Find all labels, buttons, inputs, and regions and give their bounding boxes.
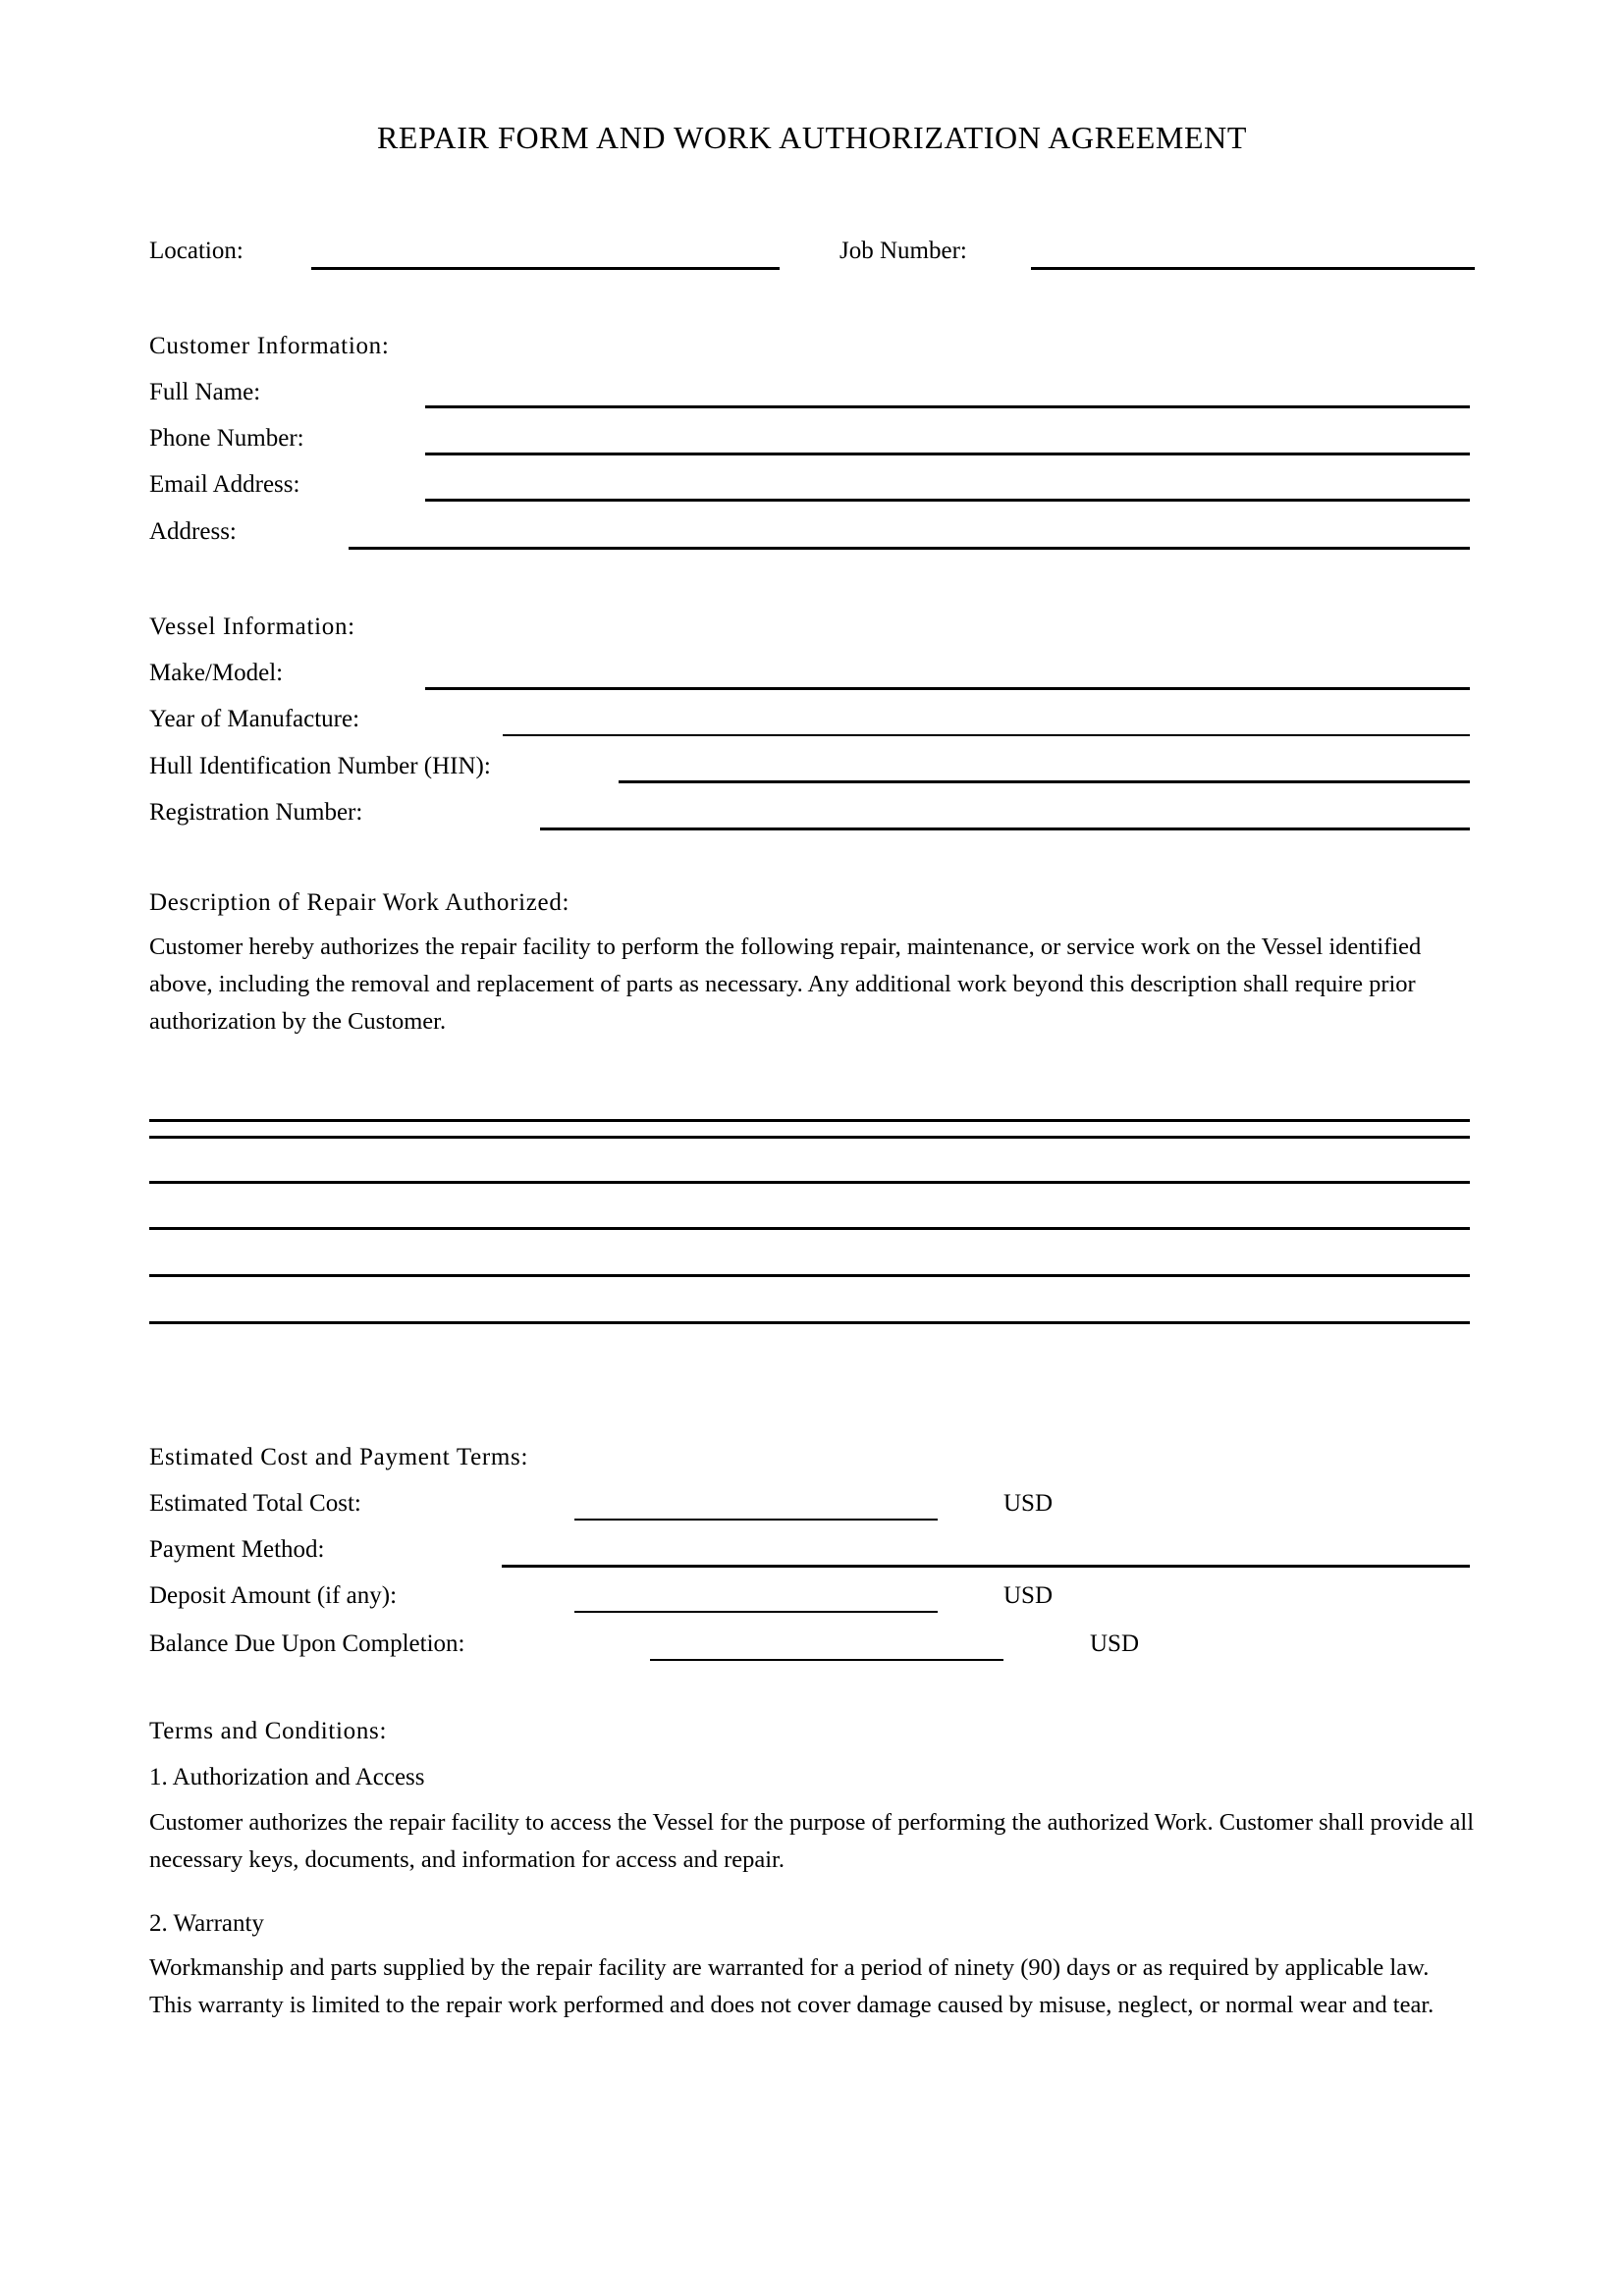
cost-terms-heading: Estimated Cost and Payment Terms: bbox=[149, 1444, 529, 1470]
customer-information-heading: Customer Information: bbox=[149, 333, 390, 359]
phone-number-label: Phone Number: bbox=[149, 425, 304, 452]
make-model-label: Make/Model: bbox=[149, 660, 284, 686]
full-name-label: Full Name: bbox=[149, 379, 261, 405]
repair-description-blank-line[interactable] bbox=[149, 1119, 1470, 1122]
repair-description-blank-line[interactable] bbox=[149, 1321, 1470, 1324]
estimated-total-cost-label: Estimated Total Cost: bbox=[149, 1490, 361, 1517]
clause-2-body: Workmanship and parts supplied by the repair facility are warranted for a period of ninety (90) days or as required by applicable law. This warranty is limited to the repair work performed and does not cover damage caused by misuse, neglect, or normal wear and tear. bbox=[149, 1954, 1435, 2018]
clause-1-title: 1. Authorization and Access bbox=[149, 1764, 425, 1790]
deposit-amount-label: Deposit Amount (if any): bbox=[149, 1582, 398, 1609]
repair-description-blank-line[interactable] bbox=[149, 1227, 1470, 1230]
terms-conditions-heading: Terms and Conditions: bbox=[149, 1718, 388, 1744]
payment-method-label: Payment Method: bbox=[149, 1536, 325, 1563]
balance-due-input-line[interactable] bbox=[650, 1659, 1003, 1661]
estimated-total-cost-unit: USD bbox=[1003, 1490, 1054, 1517]
location-label: Location: bbox=[149, 238, 244, 264]
balance-due-label: Balance Due Upon Completion: bbox=[149, 1630, 465, 1657]
balance-due-unit: USD bbox=[1090, 1630, 1140, 1657]
address-input-line[interactable] bbox=[349, 547, 1470, 550]
deposit-amount-unit: USD bbox=[1003, 1582, 1054, 1609]
hin-input-line[interactable] bbox=[619, 780, 1470, 783]
registration-number-input-line[interactable] bbox=[540, 828, 1470, 830]
clause-1-body: Customer authorizes the repair facility to access the Vessel for the purpose of performing the authorized Work. Customer shall provide all necessary keys, documents, and information for access and repair. bbox=[149, 1809, 1474, 1873]
repair-description-heading: Description of Repair Work Authorized: bbox=[149, 889, 570, 916]
year-of-manufacture-input-line[interactable] bbox=[503, 734, 1470, 736]
repair-description-body: Customer hereby authorizes the repair facility to perform the following repair, maintenance, or service work on the Vessel identified above, including the removal and replacement of parts as necessary. Any additional work beyond this description shall require prior authorization by the Customer. bbox=[149, 934, 1422, 1035]
email-address-label: Email Address: bbox=[149, 471, 300, 498]
payment-method-input-line[interactable] bbox=[502, 1565, 1470, 1568]
address-label: Address: bbox=[149, 518, 237, 545]
location-input-line[interactable] bbox=[311, 267, 780, 270]
hin-label: Hull Identification Number (HIN): bbox=[149, 753, 491, 779]
repair-description-blank-line[interactable] bbox=[149, 1136, 1470, 1139]
registration-number-label: Registration Number: bbox=[149, 799, 363, 826]
estimated-total-cost-input-line[interactable] bbox=[574, 1519, 938, 1521]
make-model-input-line[interactable] bbox=[425, 687, 1470, 690]
job-number-label: Job Number: bbox=[839, 238, 967, 264]
job-number-input-line[interactable] bbox=[1031, 267, 1475, 270]
full-name-input-line[interactable] bbox=[425, 405, 1470, 408]
repair-description-blank-line[interactable] bbox=[149, 1274, 1470, 1277]
year-of-manufacture-label: Year of Manufacture: bbox=[149, 706, 360, 732]
phone-number-input-line[interactable] bbox=[425, 453, 1470, 455]
vessel-information-heading: Vessel Information: bbox=[149, 614, 355, 640]
deposit-amount-input-line[interactable] bbox=[574, 1611, 938, 1613]
clause-2-title: 2. Warranty bbox=[149, 1910, 264, 1937]
page-title: REPAIR FORM AND WORK AUTHORIZATION AGREEMENT bbox=[376, 120, 1247, 155]
repair-description-blank-line[interactable] bbox=[149, 1181, 1470, 1184]
email-address-input-line[interactable] bbox=[425, 499, 1470, 502]
